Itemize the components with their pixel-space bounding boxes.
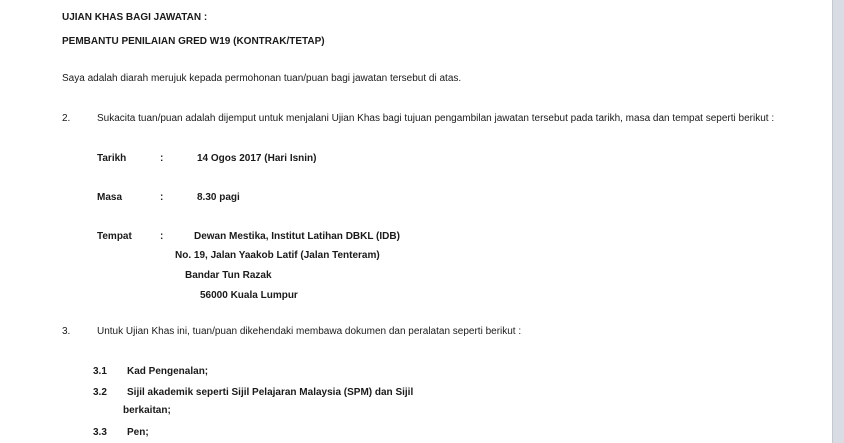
tempat-line-4: 56000 Kuala Lumpur <box>200 290 298 301</box>
item-3-2-text-continued: berkaitan; <box>123 405 171 416</box>
intro-paragraph: Saya adalah diarah merujuk kepada permohonan tuan/puan bagi jawatan tersebut di atas. <box>62 73 462 84</box>
page-edge-scrollbar <box>832 0 844 443</box>
tempat-label: Tempat <box>97 231 132 242</box>
item-3-1-number: 3.1 <box>93 366 107 377</box>
item-3-2-number: 3.2 <box>93 387 107 398</box>
item-3-3-text: Pen; <box>127 427 149 438</box>
masa-value: 8.30 pagi <box>197 192 240 203</box>
tarikh-colon: : <box>160 153 164 164</box>
tarikh-label: Tarikh <box>97 153 127 164</box>
tempat-line-2: No. 19, Jalan Yaakob Latif (Jalan Tenteram) <box>175 250 380 261</box>
item-3-2-text: Sijil akademik seperti Sijil Pelajaran Malaysia (SPM) dan Sijil <box>127 387 414 398</box>
masa-colon: : <box>160 192 164 203</box>
paragraph-2-text: Sukacita tuan/puan adalah dijemput untuk menjalani Ujian Khas bagi tujuan pengambilan jawatan tersebut pada tarikh, masa dan tempat seperti berikut : <box>97 113 775 124</box>
heading-position: PEMBANTU PENILAIAN GRED W19 (KONTRAK/TETAP) <box>62 36 325 47</box>
item-3-3-number: 3.3 <box>93 427 107 438</box>
paragraph-3-text: Untuk Ujian Khas ini, tuan/puan dikehendaki membawa dokumen dan peralatan seperti berikut : <box>97 326 522 337</box>
tempat-colon: : <box>160 231 164 242</box>
paragraph-3-number: 3. <box>62 326 71 337</box>
masa-label: Masa <box>97 192 123 203</box>
tempat-line-3: Bandar Tun Razak <box>185 270 272 281</box>
paragraph-2-number: 2. <box>62 113 71 124</box>
tempat-line-1: Dewan Mestika, Institut Latihan DBKL (IDB) <box>194 231 400 242</box>
heading-title: UJIAN KHAS BAGI JAWATAN : <box>62 12 208 23</box>
item-3-1-text: Kad Pengenalan; <box>127 366 209 377</box>
tarikh-value: 14 Ogos 2017 (Hari Isnin) <box>197 153 317 164</box>
